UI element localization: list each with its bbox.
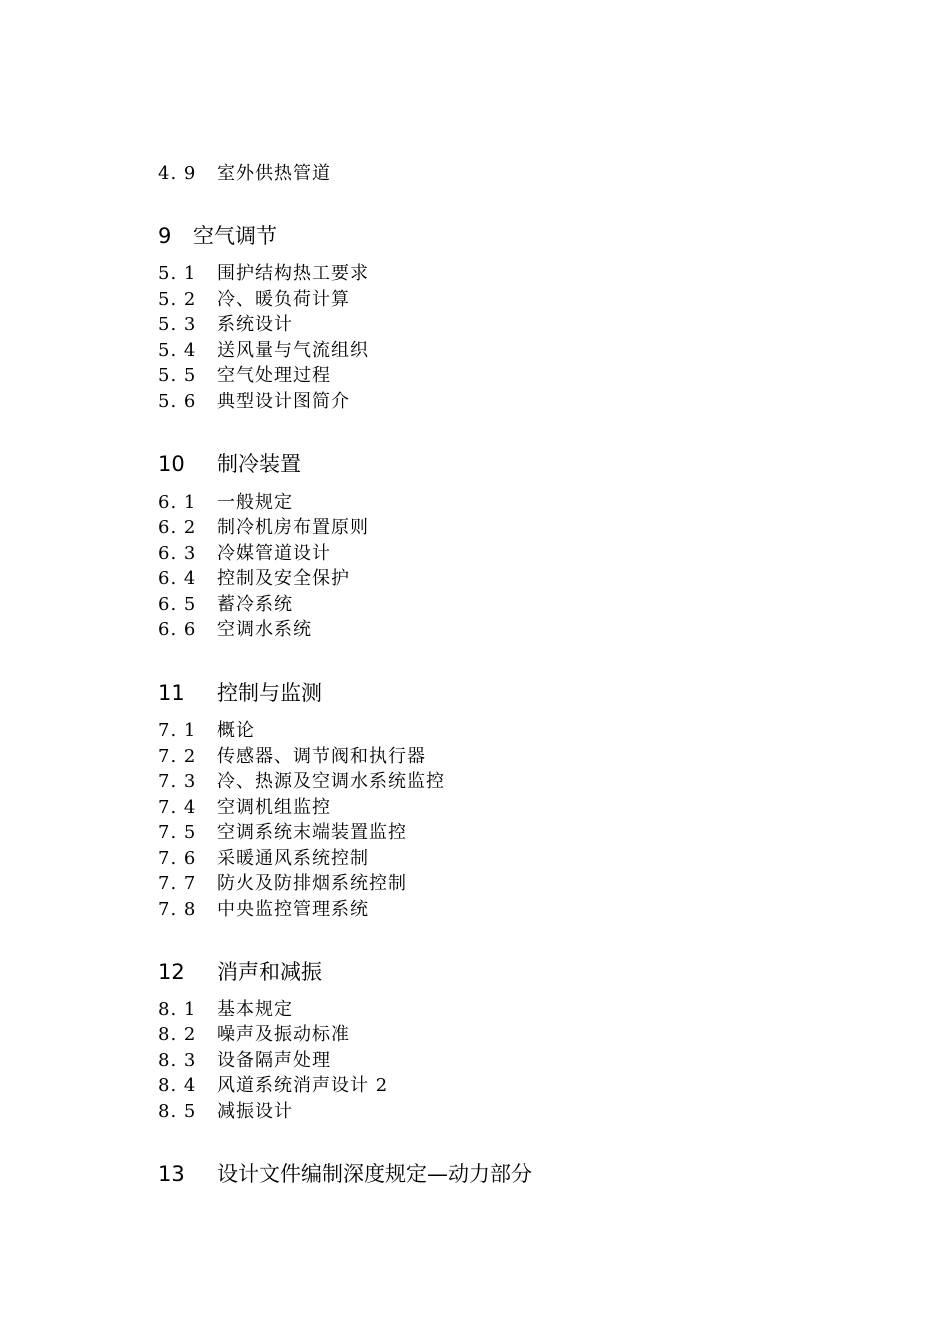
- section-number: 7. 8: [158, 899, 197, 920]
- toc-entry: [158, 391, 350, 413]
- toc-entry: [158, 263, 369, 285]
- section-title: 控制及安全保护: [217, 568, 350, 589]
- section-title: 空调水系统: [217, 619, 312, 640]
- section-number: 7. 2: [158, 746, 197, 767]
- section-title: 蓄冷系统: [217, 594, 293, 615]
- chapter-title: 制冷装置: [217, 452, 301, 476]
- section-title: 空调机组监控: [217, 797, 331, 818]
- toc-entry: [158, 771, 445, 793]
- section-number: 6. 2: [158, 517, 197, 538]
- section-number: 7. 5: [158, 822, 197, 843]
- section-number: 5. 4: [158, 340, 197, 361]
- chapter-number: 12: [158, 960, 185, 984]
- section-number: 8. 1: [158, 999, 197, 1020]
- section-number: 5. 1: [158, 263, 197, 284]
- chapter-heading: [158, 223, 277, 249]
- section-title: 噪声及振动标准: [217, 1024, 350, 1045]
- section-number: 7. 6: [158, 848, 197, 869]
- section-number: 7. 1: [158, 720, 197, 741]
- section-number: 5. 2: [158, 289, 197, 310]
- section-title: 一般规定: [217, 492, 293, 513]
- section-number: 5. 3: [158, 314, 197, 335]
- section-title: 风道系统消声设计 2: [217, 1075, 389, 1096]
- toc-entry: [158, 314, 293, 336]
- toc-entry: [158, 1050, 331, 1072]
- section-title: 中央监控管理系统: [217, 899, 369, 920]
- section-number: 8. 5: [158, 1101, 197, 1122]
- section-title: 空调系统末端装置监控: [217, 822, 407, 843]
- toc-entry: [158, 873, 407, 895]
- toc-entry: [158, 999, 293, 1021]
- section-number: 6. 4: [158, 568, 197, 589]
- section-number: 6. 6: [158, 619, 197, 640]
- chapter-title: 设计文件编制深度规定—动力部分: [217, 1162, 532, 1186]
- toc-entry: [158, 517, 369, 539]
- section-number: 6. 5: [158, 594, 197, 615]
- section-title: 送风量与气流组织: [217, 340, 369, 361]
- chapter-number: 13: [158, 1162, 185, 1186]
- toc-entry: [158, 797, 331, 819]
- section-number: 5. 5: [158, 365, 197, 386]
- section-title: 设备隔声处理: [217, 1050, 331, 1071]
- section-title: 空气处理过程: [217, 365, 331, 386]
- section-title: 采暖通风系统控制: [217, 848, 369, 869]
- toc-entry: [158, 746, 426, 768]
- section-title: 冷媒管道设计: [217, 543, 331, 564]
- section-title: 系统设计: [217, 314, 293, 335]
- section-title: 围护结构热工要求: [217, 263, 369, 284]
- toc-entry: [158, 1075, 388, 1097]
- chapter-heading: [158, 451, 301, 477]
- section-title: 防火及防排烟系统控制: [217, 873, 407, 894]
- toc-entry: [158, 365, 331, 387]
- toc-entry: [158, 720, 255, 742]
- chapter-number: 11: [158, 681, 185, 705]
- chapter-heading: [158, 680, 322, 706]
- toc-entry: [158, 340, 369, 362]
- section-number: 8. 2: [158, 1024, 197, 1045]
- section-number: 6. 3: [158, 543, 197, 564]
- section-title: 冷、暖负荷计算: [217, 289, 350, 310]
- toc-entry: [158, 568, 350, 590]
- chapter-heading: [158, 1161, 532, 1187]
- chapter-heading: [158, 959, 322, 985]
- section-title: 制冷机房布置原则: [217, 517, 369, 538]
- chapter-title: 空气调节: [193, 224, 277, 248]
- chapter-title: 消声和减振: [217, 960, 322, 984]
- section-title: 传感器、调节阀和执行器: [217, 746, 426, 767]
- chapter-title: 控制与监测: [217, 681, 322, 705]
- section-number: 7. 4: [158, 797, 197, 818]
- toc-entry: [158, 289, 350, 311]
- chapter-number: 10: [158, 452, 185, 476]
- section-title: 概论: [217, 720, 255, 741]
- section-number: 4. 9: [158, 163, 197, 184]
- section-number: 6. 1: [158, 492, 197, 513]
- section-title: 室外供热管道: [217, 163, 331, 184]
- toc-entry: [158, 848, 369, 870]
- chapter-number: 9: [158, 224, 172, 248]
- toc-entry: [158, 619, 312, 641]
- toc-entry: [158, 163, 331, 185]
- section-number: 5. 6: [158, 391, 197, 412]
- section-number: 8. 4: [158, 1075, 197, 1096]
- toc-entry: [158, 1101, 293, 1123]
- toc-entry: [158, 899, 369, 921]
- section-title: 减振设计: [217, 1101, 293, 1122]
- toc-entry: [158, 492, 293, 514]
- section-title: 冷、热源及空调水系统监控: [217, 771, 445, 792]
- toc-entry: [158, 594, 293, 616]
- toc-entry: [158, 822, 407, 844]
- section-number: 8. 3: [158, 1050, 197, 1071]
- toc-entry: [158, 543, 331, 565]
- toc-entry: [158, 1024, 350, 1046]
- section-number: 7. 7: [158, 873, 197, 894]
- section-number: 7. 3: [158, 771, 197, 792]
- section-title: 基本规定: [217, 999, 293, 1020]
- section-title: 典型设计图简介: [217, 391, 350, 412]
